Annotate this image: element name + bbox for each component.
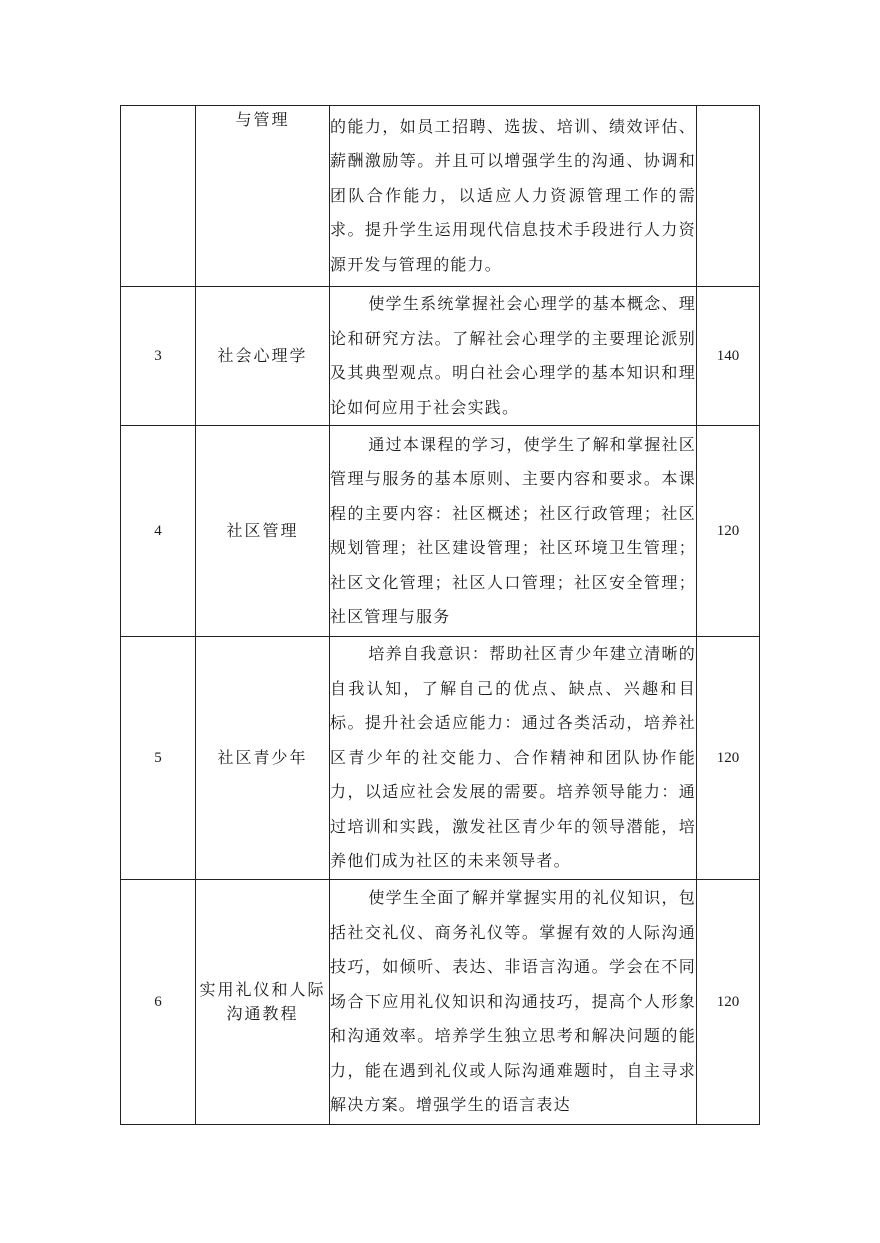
course-hours [697,106,760,287]
course-description: 通过本课程的学习，使学生了解和掌握社区管理与服务的基本原则、主要内容和要求。本课程的主要内容：社区概述；社区行政管理；社区规划管理；社区建设管理；社区环境卫生管理；社区文化管理；社区人口管理；社区安全管理；社区管理与服务 [330,434,696,626]
table-row [121,880,760,1125]
course-description: 使学生全面了解并掌握实用的礼仪知识，包括社交礼仪、商务礼仪等。掌握有效的人际沟通技巧，如倾听、表达、非语言沟通。学会在不同场合下应用礼仪知识和沟通技巧，提高个人形象和沟通效率。培养学生独立思考和解决问题的能力，能在遇到礼仪或人际沟通难题时，自主寻求解决方案。增强学生的语言表达 [330,888,696,1115]
course-number: 3 [121,287,196,426]
table-row [121,637,760,880]
course-number: 6 [121,880,196,1125]
course-name: 与管理 [196,106,330,287]
course-description: 培养自我意识：帮助社区青少年建立清晰的自我认知，了解自己的优点、缺点、兴趣和目标。提升社会适应能力：通过各类活动，培养社区青少年的社交能力、合作精神和团队协作能力，以适应社会发展的需要。培养领导能力：通过培训和实践，激发社区青少年的领导潜能，培养他们成为社区的未来领导者。 [330,644,696,871]
course-description-cell [330,287,697,426]
course-description: 的能力，如员工招聘、选拔、培训、绩效评估、薪酬激励等。并且可以增强学生的沟通、协调和团队合作能力，以适应人力资源管理工作的需求。提升学生运用现代信息技术手段进行人力资源开发与管理的能力。 [330,116,696,274]
course-name: 实用礼仪和人际沟通教程 [196,880,330,1125]
course-description: 使学生系统掌握社会心理学的基本概念、理论和研究方法。了解社会心理学的主要理论派别及其典型观点。明白社会心理学的基本知识和理论如何应用于社会实践。 [330,294,696,417]
course-name: 社区青少年 [196,637,330,880]
course-name: 社区管理 [196,426,330,637]
course-hours: 140 [697,287,760,426]
course-hours: 120 [697,426,760,637]
course-hours: 120 [697,637,760,880]
course-number: 4 [121,426,196,637]
course-description-cell [330,637,697,880]
course-description-cell [330,880,697,1125]
course-name: 社会心理学 [196,287,330,426]
course-description-cell [330,426,697,637]
course-number [121,106,196,287]
course-table [120,105,760,1125]
table-row [121,426,760,637]
table-row [121,287,760,426]
course-number: 5 [121,637,196,880]
table-row [121,106,760,287]
course-hours: 120 [697,880,760,1125]
course-description-cell [330,106,697,287]
